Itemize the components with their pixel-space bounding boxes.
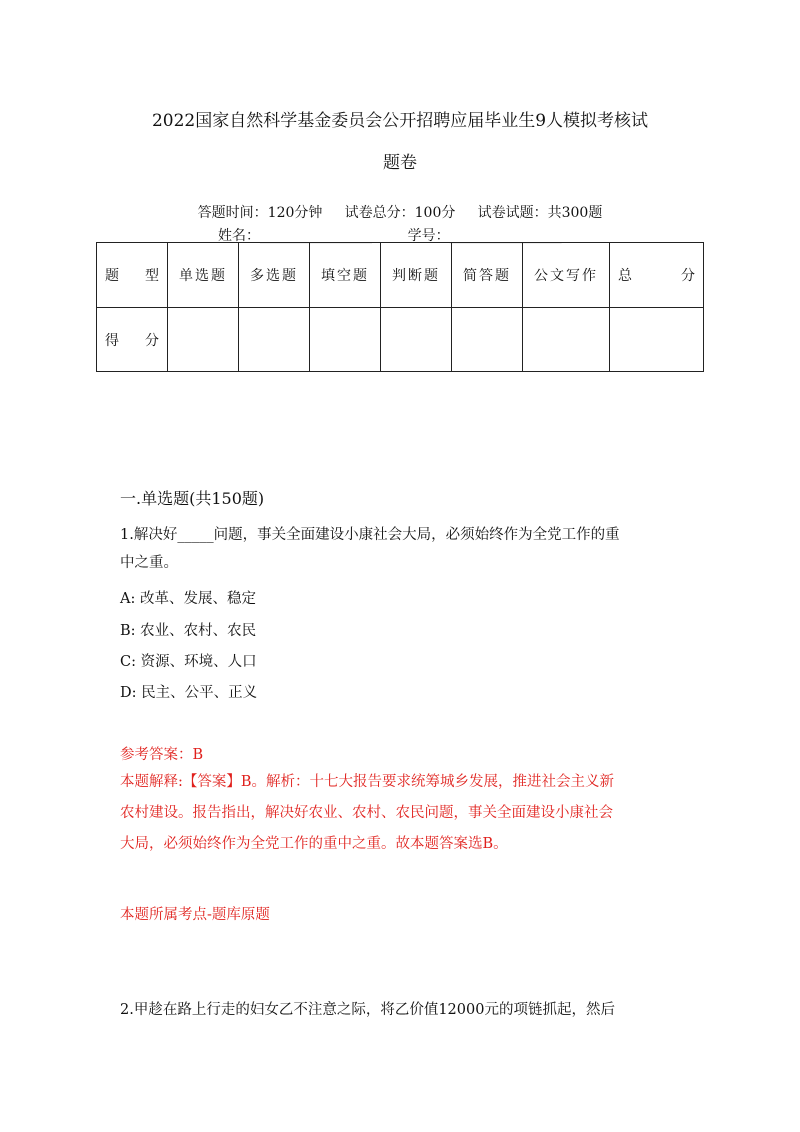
header-cell: 单选题	[168, 243, 239, 308]
score-cell	[452, 308, 523, 372]
row-label-a: 得	[105, 332, 119, 349]
explanation-line-1: 本题解释:【答案】B。解析：十七大报告要求统筹城乡发展，推进社会主义新	[120, 774, 615, 790]
score-cell	[310, 308, 381, 372]
score-cell	[381, 308, 452, 372]
total-label-b: 分	[681, 268, 695, 284]
option-d: D: 民主、公平、正义	[120, 685, 258, 701]
score-cell	[239, 308, 310, 372]
score-cell	[523, 308, 610, 372]
row-label-a: 题	[105, 268, 119, 284]
score-table	[96, 242, 704, 372]
question-2-text: 2.甲趁在路上行走的妇女乙不注意之际，将乙价值12000元的项链抓起，然后	[120, 1002, 615, 1018]
explanation-line-3: 大局，必须始终作为全党工作的重中之重。故本题答案选B。	[120, 836, 508, 852]
answer-text: 参考答案：B	[120, 747, 204, 763]
document-title-line-2: 题卷	[383, 153, 417, 173]
total-header-cell	[610, 243, 704, 308]
score-table-header-row	[97, 243, 704, 308]
section-heading: 一.单选题(共150题)	[120, 489, 265, 508]
row-label-cell	[97, 243, 168, 308]
option-c: C: 资源、环境、人口	[120, 654, 257, 670]
header-cell: 简答题	[452, 243, 523, 308]
score-table-score-row	[97, 308, 704, 372]
question-1-line-1: 1.解决好_____问题，事关全面建设小康社会大局，必须始终作为全党工作的重	[120, 527, 620, 543]
row-label-cell	[97, 308, 168, 372]
header-cell: 填空题	[310, 243, 381, 308]
explanation-text	[120, 767, 690, 860]
total-label-a: 总	[618, 268, 632, 284]
score-cell	[610, 308, 704, 372]
option-b: B: 农业、农村、农民	[120, 623, 257, 639]
explanation-line-2: 农村建设。报告指出，解决好农业、农村、农民问题，事关全面建设小康社会	[120, 805, 613, 821]
name-blank: ________________	[260, 228, 372, 244]
header-cell: 判断题	[381, 243, 452, 308]
name-label: 姓名：	[218, 228, 260, 244]
header-cell: 多选题	[239, 243, 310, 308]
document-title-line-1: 2022国家自然科学基金委员会公开招聘应届毕业生9人模拟考核试	[151, 111, 649, 131]
row-label-b: 分	[145, 332, 159, 349]
id-label: 学号：	[407, 228, 450, 244]
option-a: A: 改革、发展、稳定	[120, 591, 256, 607]
row-label-b: 型	[145, 268, 159, 284]
id-blank: ________________	[449, 228, 562, 244]
header-cell: 公文写作	[523, 243, 610, 308]
question-1-text	[120, 521, 620, 577]
score-cell	[168, 308, 239, 372]
exam-info: 答题时间：120分钟 试卷总分：100分 试卷试题：共300题	[197, 205, 603, 221]
question-source: 本题所属考点-题库原题	[120, 907, 270, 923]
question-1-line-2: 中之重。	[120, 555, 178, 571]
